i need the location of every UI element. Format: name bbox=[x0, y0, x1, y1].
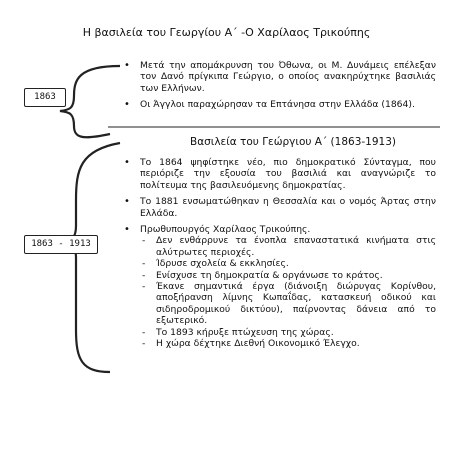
bullet-icon: • bbox=[124, 224, 130, 236]
list-item: • Πρωθυπουργός Χαρίλαος Τρικούπης. bbox=[124, 224, 311, 236]
sub-list bbox=[142, 235, 436, 349]
date-label-1863-1913: 1863 - 1913 bbox=[24, 235, 98, 254]
section-heading: Βασιλεία του Γεώργιου Α΄ (1863-1913) bbox=[190, 136, 396, 148]
sub-list-item: - Ίδρυσε σχολεία & εκκλησίες. bbox=[142, 258, 289, 270]
list-item: • Το 1864 ψηφίστηκε νέο, πιο δημοκρατικό Σύνταγμα, που περιόριζε την εξουσία του βασιλιά και αναγνώριζε το πολίτευμα της βασιλευόμενης δημοκρατίας. bbox=[124, 157, 436, 191]
dash-icon: - bbox=[142, 269, 146, 281]
sub-list-item: - Δεν ενθάρρυνε τα ένοπλα επαναστατικά κινήματα στις αλύτρωτες περιοχές. bbox=[142, 235, 436, 258]
dash-icon: - bbox=[142, 258, 146, 270]
page-title: Η βασιλεία του Γεωργίου Α΄ -Ο Χαρίλαος Τρικούπης bbox=[82, 26, 371, 39]
sub-list-item: - Έκανε σημαντικά έργα (διάνοιξη διώρυγας Κορίνθου, αποξήρανση λίμνης Κωπαΐδας, κατασκευή οδικού και σιδηροδρομικού δικτύου), παίρνοντας δάνεια από το εξωτερικό. bbox=[142, 281, 436, 327]
list-item: • Το 1881 ενσωματώθηκαν η Θεσσαλία και ο νομός Άρτας στην Ελλάδα. bbox=[124, 196, 436, 219]
bullet-icon: • bbox=[124, 99, 130, 111]
section1-list bbox=[118, 60, 436, 116]
list-item: • Οι Άγγλοι παραχώρησαν τα Επτάνησα στην Ελλάδα (1864). bbox=[124, 99, 415, 111]
date-label-1863: 1863 bbox=[24, 88, 66, 107]
dash-icon: - bbox=[142, 281, 146, 293]
list-item: • Μετά την απομάκρυνση του Όθωνα, οι Μ. Δυνάμεις επέλεξαν τον Δανό πρίγκιπα Γεώργιο, ο οποίος ανακηρύχτηκε βασιλιάς των Ελλήνων. bbox=[124, 60, 436, 94]
dash-icon: - bbox=[142, 326, 146, 338]
sub-list-item: - Η χώρα δέχτηκε Διεθνή Οικονομικό Έλεγχο. bbox=[142, 338, 360, 350]
dash-icon: - bbox=[142, 235, 146, 247]
bullet-icon: • bbox=[124, 157, 130, 168]
bullet-icon: • bbox=[124, 196, 130, 208]
bullet-icon: • bbox=[124, 60, 130, 71]
sub-list-item: - Το 1893 κήρυξε πτώχευση της χώρας. bbox=[142, 326, 334, 338]
section2-list bbox=[118, 157, 436, 350]
sub-list-item: - Ενίσχυσε τη δημοκρατία & οργάνωσε το κράτος. bbox=[142, 269, 383, 281]
dash-icon: - bbox=[142, 338, 146, 350]
